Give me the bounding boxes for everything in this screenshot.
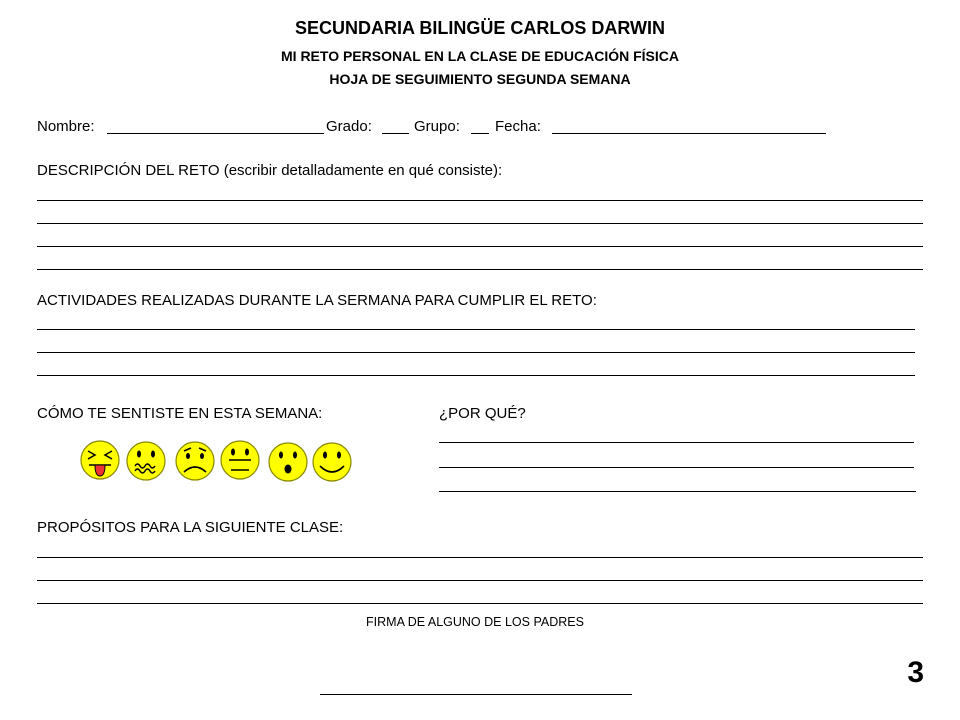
actividades-heading: ACTIVIDADES REALIZADAS DURANTE LA SERMANA PARA CUMPLIR EL RETO: <box>37 292 597 309</box>
sheet-title: HOJA DE SEGUIMIENTO SEGUNDA SEMANA <box>329 71 631 87</box>
grupo-blank[interactable] <box>471 133 489 134</box>
propositos-line-3[interactable] <box>37 603 923 604</box>
tongue-out-face-icon[interactable] <box>81 441 119 479</box>
neutral-face-icon[interactable] <box>221 441 259 479</box>
porque-heading: ¿POR QUÉ? <box>439 405 526 422</box>
propositos-line-1[interactable] <box>37 557 923 558</box>
descripcion-line-2[interactable] <box>37 223 923 224</box>
actividades-line-3[interactable] <box>37 375 915 376</box>
sentiste-heading: CÓMO TE SENTISTE EN ESTA SEMANA: <box>37 405 323 422</box>
grupo-label: Grupo: <box>414 118 460 135</box>
porque-line-3[interactable] <box>439 491 916 492</box>
descripcion-line-3[interactable] <box>37 246 923 247</box>
nombre-label: Nombre: <box>37 118 95 135</box>
descripcion-heading: DESCRIPCIÓN DEL RETO (escribir detalladamente en qué consiste): <box>37 162 503 179</box>
propositos-line-2[interactable] <box>37 580 923 581</box>
grado-label: Grado: <box>326 118 372 135</box>
descripcion-line-1[interactable] <box>37 200 923 201</box>
porque-line-1[interactable] <box>439 442 914 443</box>
fecha-label: Fecha: <box>495 118 541 135</box>
squiggle-mouth-face-icon[interactable] <box>127 442 165 480</box>
fecha-blank[interactable] <box>552 133 826 134</box>
happy-face-icon[interactable] <box>313 443 351 481</box>
grado-blank[interactable] <box>382 133 409 134</box>
signature-line[interactable] <box>320 694 632 695</box>
descripcion-line-4[interactable] <box>37 269 923 270</box>
sad-face-icon[interactable] <box>176 442 214 480</box>
school-title: SECUNDARIA BILINGÜE CARLOS DARWIN <box>294 18 665 38</box>
actividades-line-1[interactable] <box>37 329 915 330</box>
porque-line-2[interactable] <box>439 467 914 468</box>
propositos-heading: PROPÓSITOS PARA LA SIGUIENTE CLASE: <box>37 519 344 536</box>
nombre-blank[interactable] <box>107 133 324 134</box>
actividades-line-2[interactable] <box>37 352 915 353</box>
mood-faces <box>80 438 355 488</box>
page-number: 3 <box>907 656 924 689</box>
surprised-face-icon[interactable] <box>269 443 307 481</box>
worksheet-subtitle: MI RETO PERSONAL EN LA CLASE DE EDUCACIÓN FÍSICA <box>281 48 679 64</box>
firma-label: FIRMA DE ALGUNO DE LOS PADRES <box>366 615 584 629</box>
